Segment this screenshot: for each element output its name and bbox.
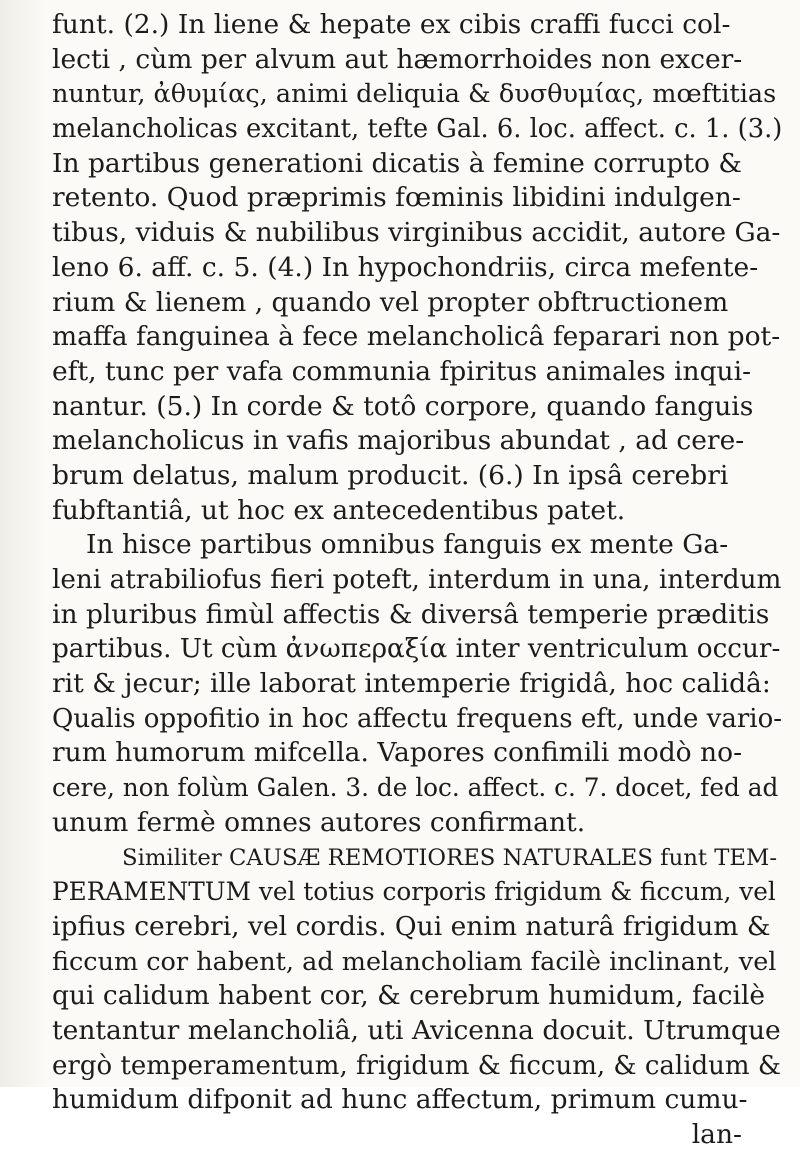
text-line-10: maffa fanguinea à fece melancholicâ feparari non pot- xyxy=(52,321,781,353)
text-line-8: leno 6. aff. c. 5. (4.) In hypochondriis, circa mefente- xyxy=(52,251,759,283)
text-line-6: retento. Quod præprimis fœminis libidini indulgen- xyxy=(52,182,741,214)
text-line-20: rit & jecur; ille laborat intemperie frigidâ, hoc calidâ: xyxy=(52,668,771,700)
text-line-21: Qualis oppofitio in hoc affectu frequens eft, unde vario- xyxy=(52,703,783,734)
text-line-26: PERAMENTUM vel totius corporis frigidum & ficcum, vel xyxy=(52,877,776,907)
text-line-25: Similiter CAUSÆ REMOTIORES NATURALES funt TEM- xyxy=(122,844,778,871)
text-line-22: rum humorum mifcella. Vapores confimili modò no- xyxy=(52,737,743,769)
text-line-16: In hisce partibus omnibus fanguis ex mente Ga- xyxy=(86,529,729,561)
text-line-28: ficcum cor habent, ad melancholiam facilè inclinant, vel xyxy=(52,946,777,977)
text-line-7: tibus, viduis & nubilibus virginibus accidit, autore Ga- xyxy=(52,217,781,249)
text-line-4: melancholicas excitant, tefte Gal. 6. loc. affect. c. 1. (3.) xyxy=(52,114,783,145)
text-line-30: tentantur melancholiâ, uti Avicenna docuit. Utrumque xyxy=(52,1014,781,1046)
page-gutter-shadow xyxy=(0,0,46,1087)
text-line-24: unum fermè omnes autores confirmant. xyxy=(52,806,586,838)
text-line-15: fubftantiâ, ut hoc ex antecedentibus patet. xyxy=(52,494,626,526)
text-line-19: partibus. Ut cùm ἀνωπεραξία inter ventriculum occur- xyxy=(52,634,781,665)
text-line-23: cere, non folùm Galen. 3. de loc. affect. c. 7. docet, fed ad xyxy=(52,773,779,803)
text-line-29: qui calidum habent cor, & cerebrum humidum, facilè xyxy=(52,980,766,1012)
text-line-5: In partibus generationi dicatis à femine corrupto & xyxy=(52,147,742,179)
text-line-17: leni atrabiliofus fieri poteft, interdum in una, interdum xyxy=(52,565,782,595)
text-line-32: humidum difponit ad hunc affectum, primum cumu- xyxy=(52,1084,748,1116)
text-line-14: brum delatus, malum producit. (6.) In ipsâ cerebri xyxy=(52,459,729,491)
text-line-3: nuntur, ἀθυμίας, animi deliquia & δυσθυμίας, mœftitias xyxy=(52,79,777,110)
text-line-9: rium & lienem , quando vel propter obftructionem xyxy=(52,286,729,318)
text-line-27: ipfius cerebri, vel cordis. Qui enim naturâ frigidum & xyxy=(52,910,771,942)
catchword: lan- xyxy=(691,1119,742,1150)
text-line-13: melancholicus in vafis majoribus abundat , ad cere- xyxy=(52,425,745,457)
text-line-12: nantur. (5.) In corde & totô corpore, quando fanguis xyxy=(52,390,754,422)
text-line-31: ergò temperamentum, frigidum & ficcum, & calidum & xyxy=(52,1050,781,1081)
text-line-11: eft, tunc per vafa communia fpiritus animales inqui- xyxy=(52,355,752,387)
text-line-1: funt. (2.) In liene & hepate ex cibis craffi fucci col- xyxy=(52,9,731,40)
text-line-18: in pluribus fimùl affectis & diversâ temperie præditis xyxy=(52,598,770,630)
text-line-2: lecti , cùm per alvum aut hæmorrhoides non excer- xyxy=(52,43,743,75)
body-text xyxy=(52,8,782,1153)
